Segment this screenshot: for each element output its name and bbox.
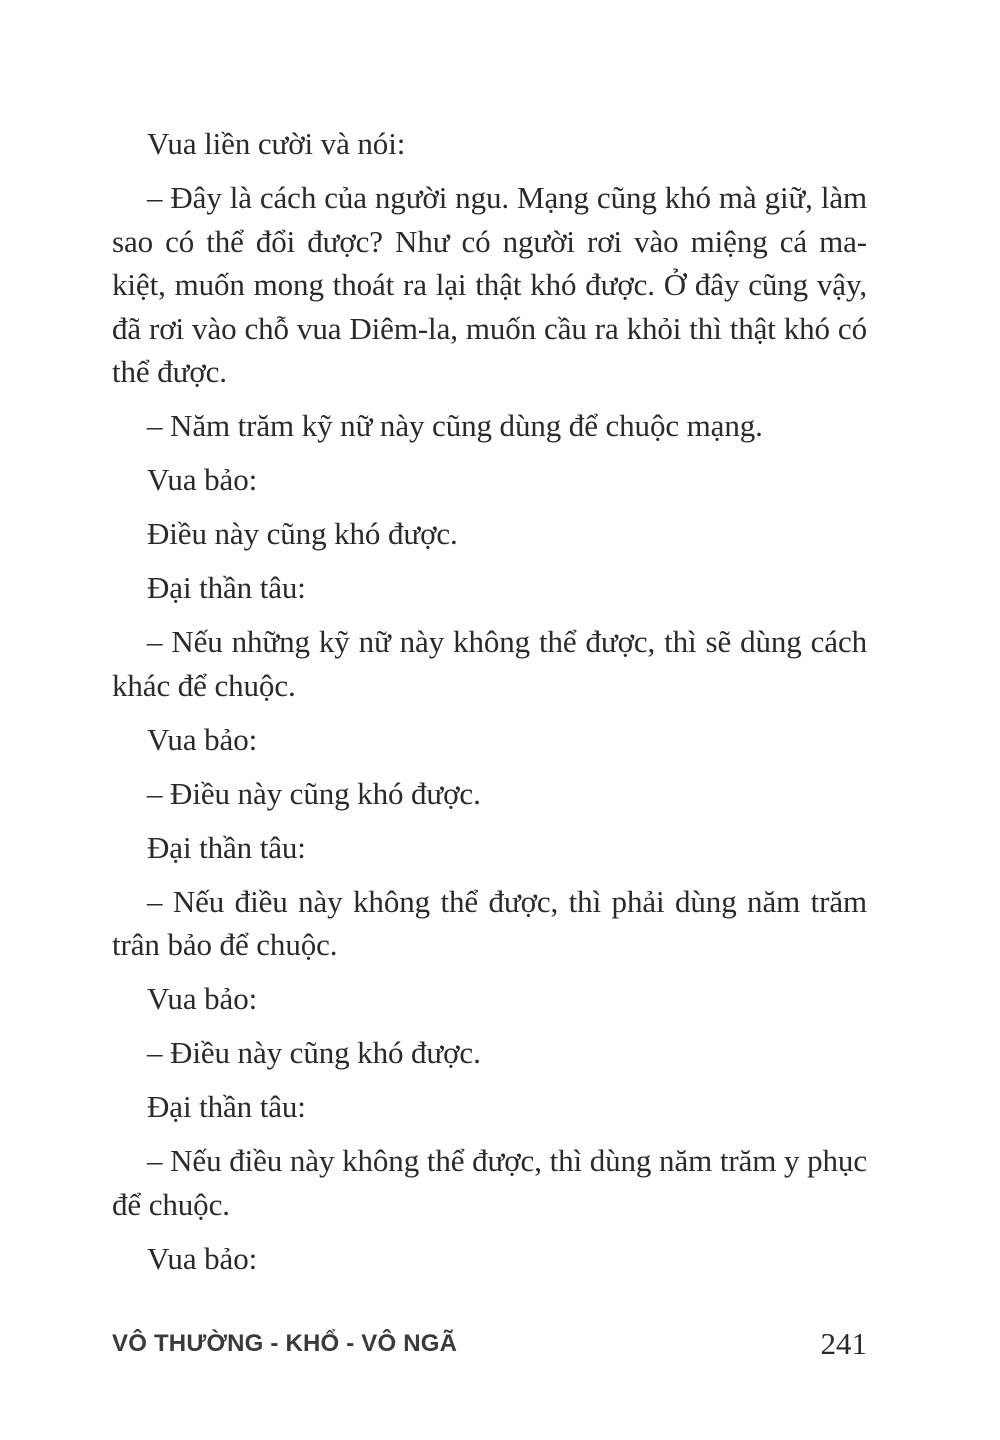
- paragraph: – Nếu điều này không thể được, thì dùng năm trăm y phục để chuộc.: [112, 1143, 867, 1222]
- paragraph: Đại thần tâu:: [147, 570, 306, 605]
- paragraph: Vua bảo:: [147, 462, 258, 497]
- paragraph: Vua bảo:: [147, 981, 258, 1016]
- paragraph: – Nếu điều này không thể được, thì phải dùng năm trăm trân bảo để chuộc.: [112, 883, 867, 962]
- paragraph: – Nếu những kỹ nữ này không thể được, thì sẽ dùng cách khác để chuộc.: [112, 624, 867, 703]
- page-body: [112, 122, 867, 1291]
- page-number: 241: [820, 1326, 867, 1361]
- paragraph: Vua bảo:: [147, 1240, 258, 1276]
- running-book-title: VÔ THƯỜNG - KHỔ - VÔ NGÃ: [112, 1330, 458, 1357]
- paragraph: Vua bảo:: [147, 721, 258, 757]
- paragraph: – Điều này cũng khó được.: [147, 775, 481, 811]
- paragraph: – Đây là cách của người ngu. Mạng cũng khó mà giữ, làm sao có thể đổi được? Như có người rơi vào miệng cá ma-kiệt, muốn mong thoát ra lại thật khó được. Ở đây cũng vậy, đã rơi vào chỗ vua Diêm-la, muốn cầu ra khỏi thì thật khó có thể được.: [112, 180, 867, 389]
- paragraph: – Điều này cũng khó được.: [147, 1035, 481, 1070]
- paragraph: Đại thần tâu:: [147, 829, 306, 865]
- page-footer: [112, 1324, 867, 1370]
- paragraph: Đại thần tâu:: [147, 1089, 306, 1124]
- paragraph: Điều này cũng khó được.: [147, 516, 458, 551]
- paragraph: – Năm trăm kỹ nữ này cũng dùng để chuộc mạng.: [147, 408, 763, 443]
- paragraph: Vua liền cười và nói:: [147, 126, 406, 161]
